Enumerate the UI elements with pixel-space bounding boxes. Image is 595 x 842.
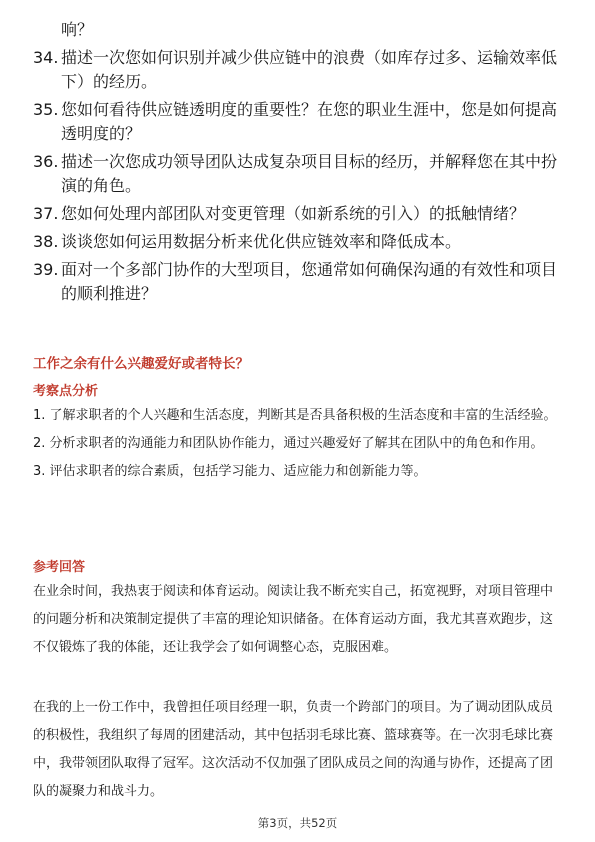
question-item [33, 46, 563, 94]
section-heading: 工作之余有什么兴趣爱好或者特长？ [33, 356, 249, 372]
question-item [33, 230, 563, 254]
question-list [33, 18, 563, 310]
question-number: 34. [33, 48, 59, 67]
analysis-list [33, 402, 561, 486]
question-item [33, 258, 563, 306]
question-text: 面对一个多部门协作的大型项目，您通常如何确保沟通的有效性和项目的顺利推进？ [61, 260, 558, 303]
question-number [33, 18, 61, 42]
question-text: 您如何处理内部团队对变更管理（如新系统的引入）的抵触情绪？ [61, 204, 526, 223]
question-item [33, 98, 563, 146]
question-number: 35. [33, 100, 59, 119]
question-number: 37. [33, 204, 59, 223]
answer-paragraph: 在我的上一份工作中，我曾担任项目经理一职，负责一个跨部门的项目。为了调动团队成员的积极性，我组织了每周的团建活动，其中包括羽毛球比赛、篮球赛等。在一次羽毛球比赛中，我带领团队取得了冠军。这次活动不仅加强了团队成员之间的沟通与协作，还提高了团队的凝聚力和战斗力。 [33, 700, 554, 799]
question-item [33, 202, 563, 226]
question-number: 39. [33, 260, 59, 279]
answer-heading: 参考回答 [33, 560, 86, 575]
page-number-footer: 第3页，共52页 [257, 816, 338, 830]
analysis-item: 3. 评估求职者的综合素质，包括学习能力、适应能力和创新能力等。 [33, 464, 427, 479]
question-number: 38. [33, 232, 59, 251]
analysis-heading: 考察点分析 [33, 384, 99, 399]
question-text: 响？ [61, 20, 94, 39]
question-number: 36. [33, 152, 59, 171]
question-text: 描述一次您如何识别并减少供应链中的浪费（如库存过多、运输效率低下）的经历。 [61, 48, 558, 91]
analysis-item: 2. 分析求职者的沟通能力和团队协作能力，通过兴趣爱好了解其在团队中的角色和作用。 [33, 436, 544, 451]
question-text: 描述一次您成功领导团队达成复杂项目目标的经历，并解释您在其中扮演的角色。 [61, 152, 558, 195]
question-item [33, 150, 563, 198]
answer-paragraph: 在业余时间，我热衷于阅读和体育运动。阅读让我不断充实自己，拓宽视野，对项目管理中的问题分析和决策制定提供了丰富的理论知识储备。在体育运动方面，我尤其喜欢跑步，这不仅锻炼了我的体能，还让我学会了如何调整心态，克服困难。 [33, 584, 554, 655]
question-continuation [33, 18, 563, 42]
question-text: 您如何看待供应链透明度的重要性？在您的职业生涯中，您是如何提高透明度的？ [61, 100, 558, 143]
analysis-item: 1. 了解求职者的个人兴趣和生活态度，判断其是否具备积极的生活态度和丰富的生活经验。 [33, 408, 557, 423]
question-text: 谈谈您如何运用数据分析来优化供应链效率和降低成本。 [61, 232, 462, 251]
